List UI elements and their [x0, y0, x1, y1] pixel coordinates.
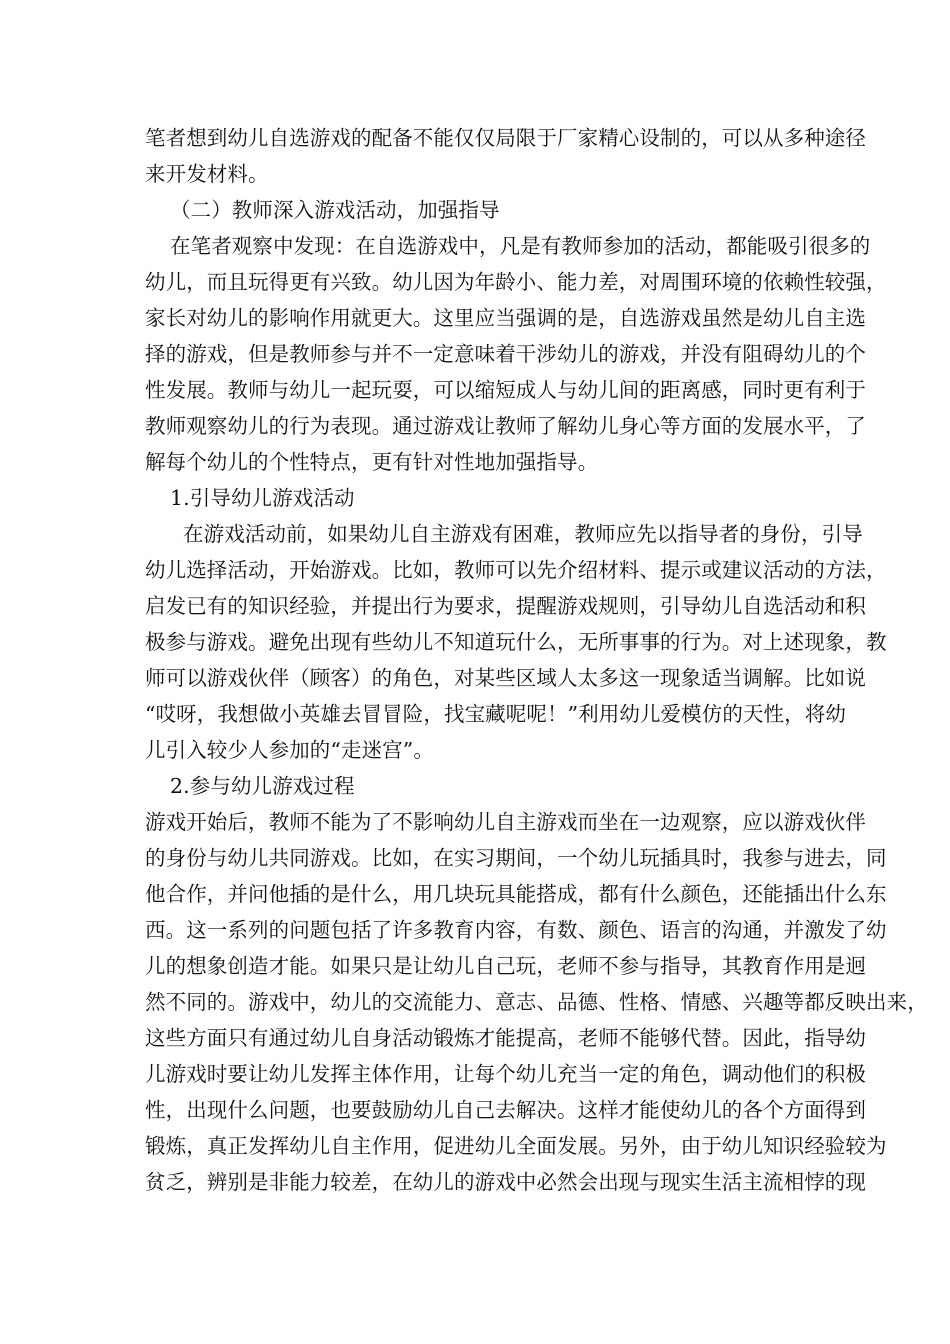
text-line: 性，出现什么问题，也要鼓励幼儿自己去解决。这样才能使幼儿的各个方面得到 [145, 1098, 866, 1122]
text-line: 儿游戏时要让幼儿发挥主体作用，让每个幼儿充当一定的角色，调动他们的积极 [145, 1062, 866, 1086]
text-line: 笔者想到幼儿自选游戏的配备不能仅仅局限于厂家精心设制的，可以从多种途径 [145, 126, 866, 150]
text-line: 他合作，并问他插的是什么，用几块玩具能搭成，都有什么颜色，还能插出什么东 [145, 882, 887, 906]
text-line: 幼儿选择活动，开始游戏。比如，教师可以先介绍材料、提示或建议活动的方法， [145, 558, 887, 582]
text-line: 在游戏活动前，如果幼儿自主游戏有困难，教师应先以指导者的身份，引导 [183, 522, 863, 546]
text-line: 师可以游戏伙伴（顾客）的角色，对某些区域人太多这一现象适当调解。比如说 [145, 666, 866, 690]
text-line: 来开发材料。 [145, 162, 269, 186]
text-line: 极参与游戏。避免出现有些幼儿不知道玩什么，无所事事的行为。对上述现象，教 [145, 630, 887, 654]
text-line: 然不同的。游戏中，幼儿的交流能力、意志、品德、性格、情感、兴趣等都反映出来， [145, 990, 928, 1014]
section-heading: （二）教师深入游戏活动，加强指导 [170, 198, 500, 222]
text-line: 锻炼，真正发挥幼儿自主作用，促进幼儿全面发展。另外，由于幼儿知识经验较为 [145, 1134, 887, 1158]
text-line: 家长对幼儿的影响作用就更大。这里应当强调的是，自选游戏虽然是幼儿自主选 [145, 306, 866, 330]
text-line: 的身份与幼儿共同游戏。比如，在实习期间，一个幼儿玩插具时，我参与进去，同 [145, 846, 887, 870]
text-line: 儿的想象创造才能。如果只是让幼儿自己玩，老师不参与指导，其教育作用是迥 [145, 954, 866, 978]
text-line: 这些方面只有通过幼儿自身活动锻炼才能提高，老师不能够代替。因此，指导幼 [145, 1026, 866, 1050]
text-line: 在笔者观察中发现：在自选游戏中，凡是有教师参加的活动，都能吸引很多的 [170, 234, 871, 258]
text-line: 儿引入较少人参加的“走迷宫”。 [145, 738, 434, 762]
text-line: 择的游戏，但是教师参与并不一定意味着干涉幼儿的游戏，并没有阻碍幼儿的个 [145, 342, 866, 366]
text-line: 启发已有的知识经验，并提出行为要求，提醒游戏规则，引导幼儿自选活动和积 [145, 594, 866, 618]
subsection-heading: 1.引导幼儿游戏活动 [170, 486, 355, 510]
text-line: “哎呀，我想做小英雄去冒冒险，找宝藏呢呢！”利用幼儿爱模仿的天性，将幼 [145, 702, 846, 726]
text-line: 幼儿，而且玩得更有兴致。幼儿因为年龄小、能力差，对周围环境的依赖性较强， [145, 270, 887, 294]
text-line: 贫乏，辨别是非能力较差，在幼儿的游戏中必然会出现与现实生活主流相悖的现 [145, 1170, 866, 1194]
text-line: 解每个幼儿的个性特点，更有针对性地加强指导。 [145, 450, 599, 474]
text-line: 游戏开始后，教师不能为了不影响幼儿自主游戏而坐在一边观察，应以游戏伙伴 [145, 810, 866, 834]
text-line: 教师观察幼儿的行为表现。通过游戏让教师了解幼儿身心等方面的发展水平，了 [145, 414, 866, 438]
subsection-heading: 2.参与幼儿游戏过程 [170, 774, 355, 798]
text-line: 西。这一系列的问题包括了许多教育内容，有数、颜色、语言的沟通，并激发了幼 [145, 918, 887, 942]
text-line: 性发展。教师与幼儿一起玩耍，可以缩短成人与幼儿间的距离感，同时更有利于 [145, 378, 866, 402]
